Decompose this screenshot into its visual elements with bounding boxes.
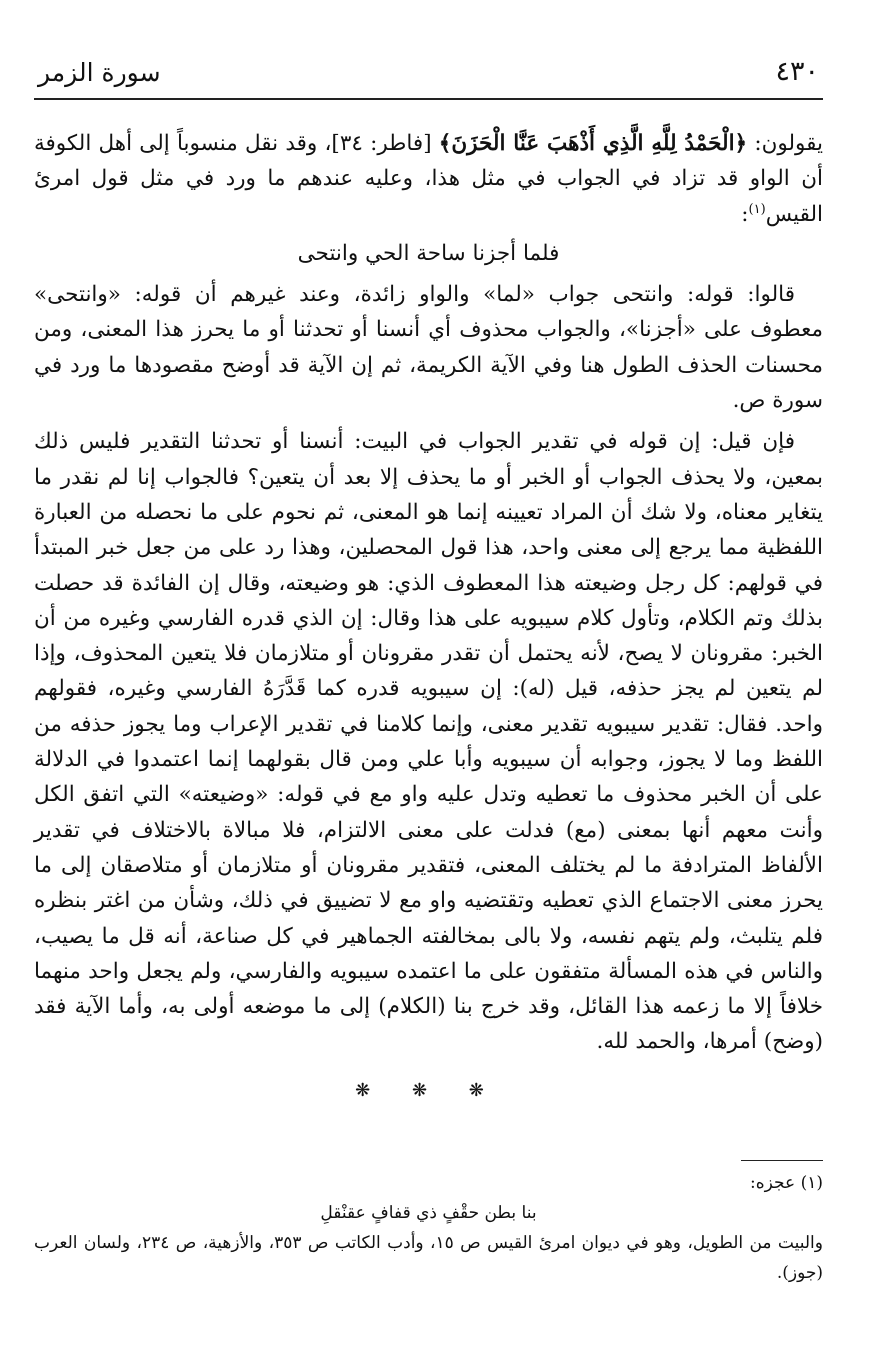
footnote-1-label: (١) عجزه: xyxy=(750,1173,823,1193)
paragraph-2: قالوا: قوله: وانتحى جواب «لما» والواو زائدة، وعند غيرهم أن قوله: «وانتحى» معطوف على «أجزنا»، والجواب محذوف أي أنسنا أو تحدثنا أو ما يحرز هذا المعنى، ومن محسنات الحذف الطول هنا وفي الآية الكريمة، ثم إن الآية قد أوضح مقصودها ما ورد في سورة ص. xyxy=(34,282,823,414)
section-separator: ❋ ❋ ❋ xyxy=(355,1080,502,1101)
main-text xyxy=(34,126,823,1060)
paragraph-1-end: : xyxy=(741,201,749,227)
footnote-ref-1[interactable]: (١) xyxy=(748,201,766,217)
poetry-verse: فلما أجزنا ساحة الحي وانتحى xyxy=(297,240,560,266)
quran-quote: ﴿الْحَمْدُ لِلَّهِ الَّذِي أَذْهَبَ عَنَّا الْحَزَنَ﴾ xyxy=(438,131,748,156)
paragraph-1 xyxy=(34,126,823,232)
footnotes xyxy=(34,1168,823,1288)
page-number: ٤٣٠ xyxy=(775,56,819,87)
footnote-1-verse: بنا بطن حقْفٍ ذي قفافٍ عقنْقلِ xyxy=(320,1203,537,1223)
footnote-divider xyxy=(741,1160,823,1161)
paragraph-3: فإن قيل: إن قوله في تقدير الجواب في البيت: أنسنا أو تحدثنا التقدير فليس ذلك بمعين، ولا يحذف الجواب أو الخبر أو ما يحذف إلا بعد أن يتعين؟ فالجواب إنا لم نقدر ما يتغاير معناه، ولا شك أن المراد تعيينه إنما هو المعنى، ثم نحوم على ما نحصله من العبارة اللفظية مما يرجع إلى معنى واحد، هذا قول المحصلين، وهذا رد على من جعل خبر المبتدأ في قولهم: كل رجل وضيعته هذا المعطوف الذي: هو وضيعته، وقال إن الفائدة قد حصلت بذلك وتم الكلام، وتأول كلام سيبويه على هذا وقال: إن الذي قدره الفارسي وغيره من أن الخبر: مقرونان لا يصح، لأنه يحتمل أن تقدر مقرونان أو متلازمان فلا يتعين المحذوف، وإذا لم يتعين لم يجز حذفه، قيل (له): إن سيبويه قدره كما قَدَّرَهُ الفارسي وغيره، فقولهم واحد. فقال: تقدير سيبويه تقدير معنى، وإنما كلامنا في تقدير الإعراب وما يجوز حذفه من اللفظ وما لا يجوز، وجوابه أن سيبويه وأبا علي ومن قال بقولهما إنما اعتمدوا في الدلالة على أن الخبر محذوف ما تعطيه وتدل عليه واو مع في قوله: «وضيعته» التي اتفق الكل وأنت معهم أنها بمعنى (مع) فدلت على معنى الالتزام، فلا مبالاة بالاختلاف في تقدير الألفاظ المترادفة ما لم يختلف المعنى، فتقدير مقرونان أو متلازمان أو متلاصقان إلى ما يحرز معنى الاجتماع الذي تعطيه وتقتضيه واو مع لا تضييق في ذلك، وشأن من اغتر بنظره فلم يتلبث، ولم يتهم نفسه، ولا بالى بمخالفته الجماهير في كل صناعة، أنه قل ما يصيب، والناس في هذه المسألة متفقون على ما اعتمده سيبويه والفارسي، ولم يجعل واحد منهما خلافاً إلا ما زعمه هذا القائل، وقد خرج بنا (الكلام) إلى ما موضعه أولى به، وأما الآية فقد (وضح) أمرها، والحمد لله. xyxy=(34,429,823,1055)
footnote-1-text: والبيت من الطويل، وهو في ديوان امرئ القيس ص ١٥، وأدب الكاتب ص ٣٥٣، والأزهية، ص ٢٣٤، ولسان العرب (جوز). xyxy=(34,1233,823,1283)
paragraph-1-prefix: يقولون: xyxy=(747,131,824,156)
page-header xyxy=(34,50,823,100)
book-page xyxy=(34,0,823,1356)
paragraph-1-text: [فاطر: ٣٤]، وقد نقل منسوباً إلى أهل الكوفة أن الواو قد تزاد في الجواب في مثل هذا، وعليه عندهم ما ورد في مثل قول امرئ القيس xyxy=(34,131,823,227)
running-title: سورة الزمر xyxy=(38,58,161,87)
